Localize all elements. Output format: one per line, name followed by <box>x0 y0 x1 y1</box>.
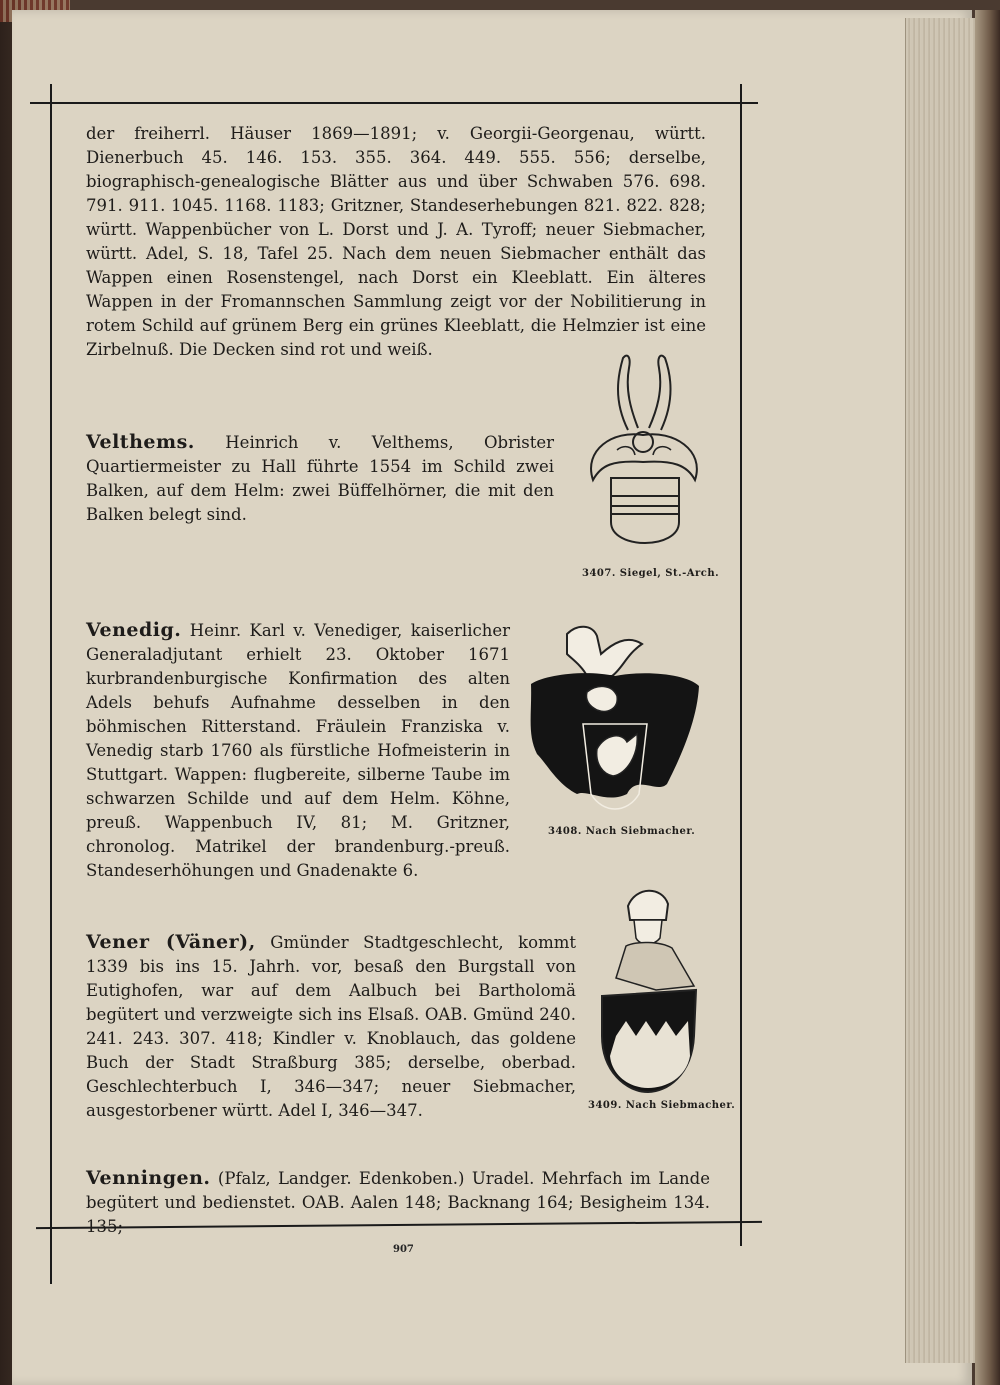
entry-head: Venedig. <box>86 619 182 641</box>
entry-head: Velthems. <box>86 431 195 453</box>
entry-text: (Pfalz, Landger. Edenkoben.) Uradel. Mehrfach im Lande begütert und bedienstet. OAB. Aalen 148; Backnang 164; Besigheim 134. 135; <box>86 1169 710 1236</box>
entry-velthems <box>86 430 554 527</box>
top-rule <box>30 102 758 104</box>
entry-venedig <box>86 618 510 883</box>
caption-3407: 3407. Siegel, St.-Arch. <box>582 568 720 579</box>
coat-of-arms-venedig <box>527 614 703 824</box>
caption-3409: 3409. Nach Siebmacher. <box>588 1100 736 1111</box>
entry-vener <box>86 930 576 1123</box>
entry-text: Heinr. Karl v. Venediger, kaiserlicher Generaladjutant erhielt 23. Oktober 1671 kurbrandenburgische Konfirmation des alten Adels behufs Aufnahme desselben in den böhmischen Ritterstand. Fräulein Franziska v. Venedig starb 1760 als fürstliche Hofmeisterin in Stuttgart. Wappen: flugbereite, silberne Taube im schwarzen Schilde und auf dem Helm. Köhne, preuß. Wappenbuch IV, 81; M. Gritzner, chronolog. Matrikel der brandenburg.-preuß. Standeserhöhungen und Gnadenakte 6. <box>86 621 510 880</box>
entry-head: Venningen. <box>86 1167 211 1189</box>
right-rule <box>740 84 742 1246</box>
page-number: 907 <box>393 1244 414 1255</box>
entry-text: Heinrich v. Velthems, Obrister Quartiermeister zu Hall führte 1554 im Schild zwei Balken, auf dem Helm: zwei Büffelhörner, die mit den Balken belegt sind. <box>86 433 554 524</box>
left-rule <box>50 84 52 1284</box>
coat-of-arms-vener <box>596 886 702 1098</box>
entry-venningen <box>86 1166 710 1239</box>
book-spine-edge <box>975 10 1000 1385</box>
entry-head: Vener (Väner), <box>86 931 256 953</box>
caption-3408: 3408. Nach Siebmacher. <box>548 826 696 837</box>
entry-text: Gmünder Stadtgeschlecht, kommt 1339 bis ins 15. Jahrh. vor, besaß den Burgstall von Eutighofen, war auf dem Aalbuch bei Bartholomä begütert und verzweigte sich ins Elsaß. OAB. Gmünd 240. 241. 243. 307. 418; Kindler v. Knoblauch, das goldene Buch der Stadt Straßburg 385; derselbe, oberbad. Geschlechterbuch I, 346—347; neuer Siebmacher, ausgestorbener württ. Adel I, 346—347. <box>86 933 576 1120</box>
coat-of-arms-velthems <box>583 350 705 560</box>
intro-paragraph: der freiherrl. Häuser 1869—1891; v. Georgii-Georgenau, württ. Dienerbuch 45. 146. 153. 355. 364. 449. 555. 556; derselbe, biographisch-genealogische Blätter aus und über Schwaben 576. 698. 791. 911. 1045. 1168. 1183; Gritzner, Standeserhebungen 821. 822. 828; württ. Wappenbücher von L. Dorst und J. A. Tyroff; neuer Siebmacher, württ. Adel, S. 18, Tafel 25. Nach dem neuen Siebmacher enthält das Wappen einen Rosenstengel, nach Dorst ein Kleeblatt. Ein älteres Wappen in der Fromannschen Sammlung zeigt vor der Nobilitierung in rotem Schild auf grünem Berg ein grünes Kleeblatt, die Helmzier ist eine Zirbelnuß. Die Decken sind rot und weiß. <box>86 124 706 359</box>
